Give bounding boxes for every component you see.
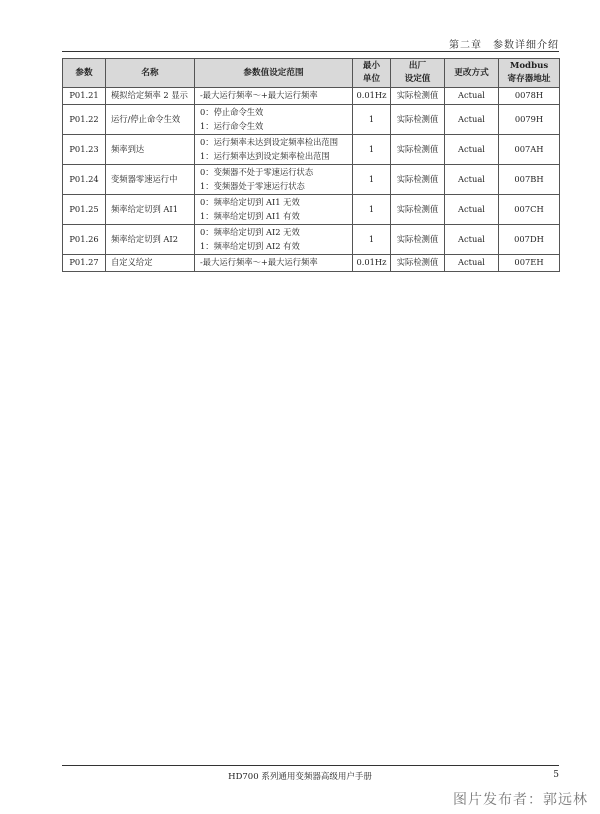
table-row	[63, 165, 560, 195]
cell-default: 实际检测值	[391, 255, 445, 272]
col-header-default: 出厂 设定值	[391, 59, 445, 88]
cell-change: Actual	[445, 88, 499, 105]
cell-range: 0：频率给定切到 AI1 无效 1：频率给定切到 AI1 有效	[195, 195, 353, 225]
cell-address: 007EH	[499, 255, 560, 272]
cell-default: 实际检测值	[391, 88, 445, 105]
chapter-title: 第二章 参数详细介绍	[449, 40, 559, 51]
table-row	[63, 225, 560, 255]
cell-range: 0：频率给定切到 AI2 无效 1：频率给定切到 AI2 有效	[195, 225, 353, 255]
cell-default: 实际检测值	[391, 105, 445, 135]
cell-param: P01.25	[63, 195, 106, 225]
cell-change: Actual	[445, 225, 499, 255]
cell-param: P01.21	[63, 88, 106, 105]
cell-range: -最大运行频率～+最大运行频率	[195, 88, 353, 105]
cell-name: 变频器零速运行中	[106, 165, 195, 195]
cell-default: 实际检测值	[391, 195, 445, 225]
cell-unit: 1	[353, 225, 391, 255]
col-header-unit: 最小 单位	[353, 59, 391, 88]
cell-address: 007DH	[499, 225, 560, 255]
table-header	[63, 59, 560, 88]
col-header-change: 更改方式	[445, 59, 499, 88]
cell-default: 实际检测值	[391, 165, 445, 195]
publisher-watermark: 图片发布者：郭远林	[453, 792, 588, 808]
cell-param: P01.24	[63, 165, 106, 195]
manual-title: HD700 系列通用变频器高级用户手册	[228, 772, 372, 782]
col-header-param: 参数	[63, 59, 106, 88]
table-row	[63, 255, 560, 272]
cell-default: 实际检测值	[391, 225, 445, 255]
cell-change: Actual	[445, 255, 499, 272]
cell-param: P01.26	[63, 225, 106, 255]
cell-name: 自定义给定	[106, 255, 195, 272]
cell-param: P01.23	[63, 135, 106, 165]
cell-address: 007BH	[499, 165, 560, 195]
cell-param: P01.27	[63, 255, 106, 272]
cell-change: Actual	[445, 105, 499, 135]
cell-unit: 0.01Hz	[353, 255, 391, 272]
cell-range: 0：运行频率未达到设定频率检出范围 1：运行频率达到设定频率检出范围	[195, 135, 353, 165]
cell-change: Actual	[445, 195, 499, 225]
header-row	[63, 59, 560, 88]
table-row	[63, 195, 560, 225]
footer-divider	[62, 765, 559, 766]
cell-name: 运行/停止命令生效	[106, 105, 195, 135]
cell-range: 0：停止命令生效 1：运行命令生效	[195, 105, 353, 135]
cell-range: 0：变频器不处于零速运行状态 1：变频器处于零速运行状态	[195, 165, 353, 195]
cell-unit: 1	[353, 165, 391, 195]
table-row	[63, 88, 560, 105]
cell-unit: 1	[353, 135, 391, 165]
cell-address: 007CH	[499, 195, 560, 225]
table-row	[63, 105, 560, 135]
cell-unit: 1	[353, 105, 391, 135]
cell-unit: 1	[353, 195, 391, 225]
cell-name: 频率给定切到 AI1	[106, 195, 195, 225]
header-divider	[62, 51, 559, 52]
cell-name: 频率给定切到 AI2	[106, 225, 195, 255]
cell-address: 007AH	[499, 135, 560, 165]
cell-name: 模拟给定频率 2 显示	[106, 88, 195, 105]
cell-change: Actual	[445, 135, 499, 165]
cell-unit: 0.01Hz	[353, 88, 391, 105]
cell-default: 实际检测值	[391, 135, 445, 165]
table-row	[63, 135, 560, 165]
col-header-name: 名称	[106, 59, 195, 88]
table-body	[63, 88, 560, 272]
cell-name: 频率到达	[106, 135, 195, 165]
page-number: 5	[553, 770, 559, 780]
cell-address: 0078H	[499, 88, 560, 105]
parameter-table	[62, 58, 560, 272]
cell-range: -最大运行频率～+最大运行频率	[195, 255, 353, 272]
cell-param: P01.22	[63, 105, 106, 135]
col-header-range: 参数值设定范围	[195, 59, 353, 88]
cell-change: Actual	[445, 165, 499, 195]
cell-address: 0079H	[499, 105, 560, 135]
col-header-address: Modbus 寄存器地址	[499, 59, 560, 88]
